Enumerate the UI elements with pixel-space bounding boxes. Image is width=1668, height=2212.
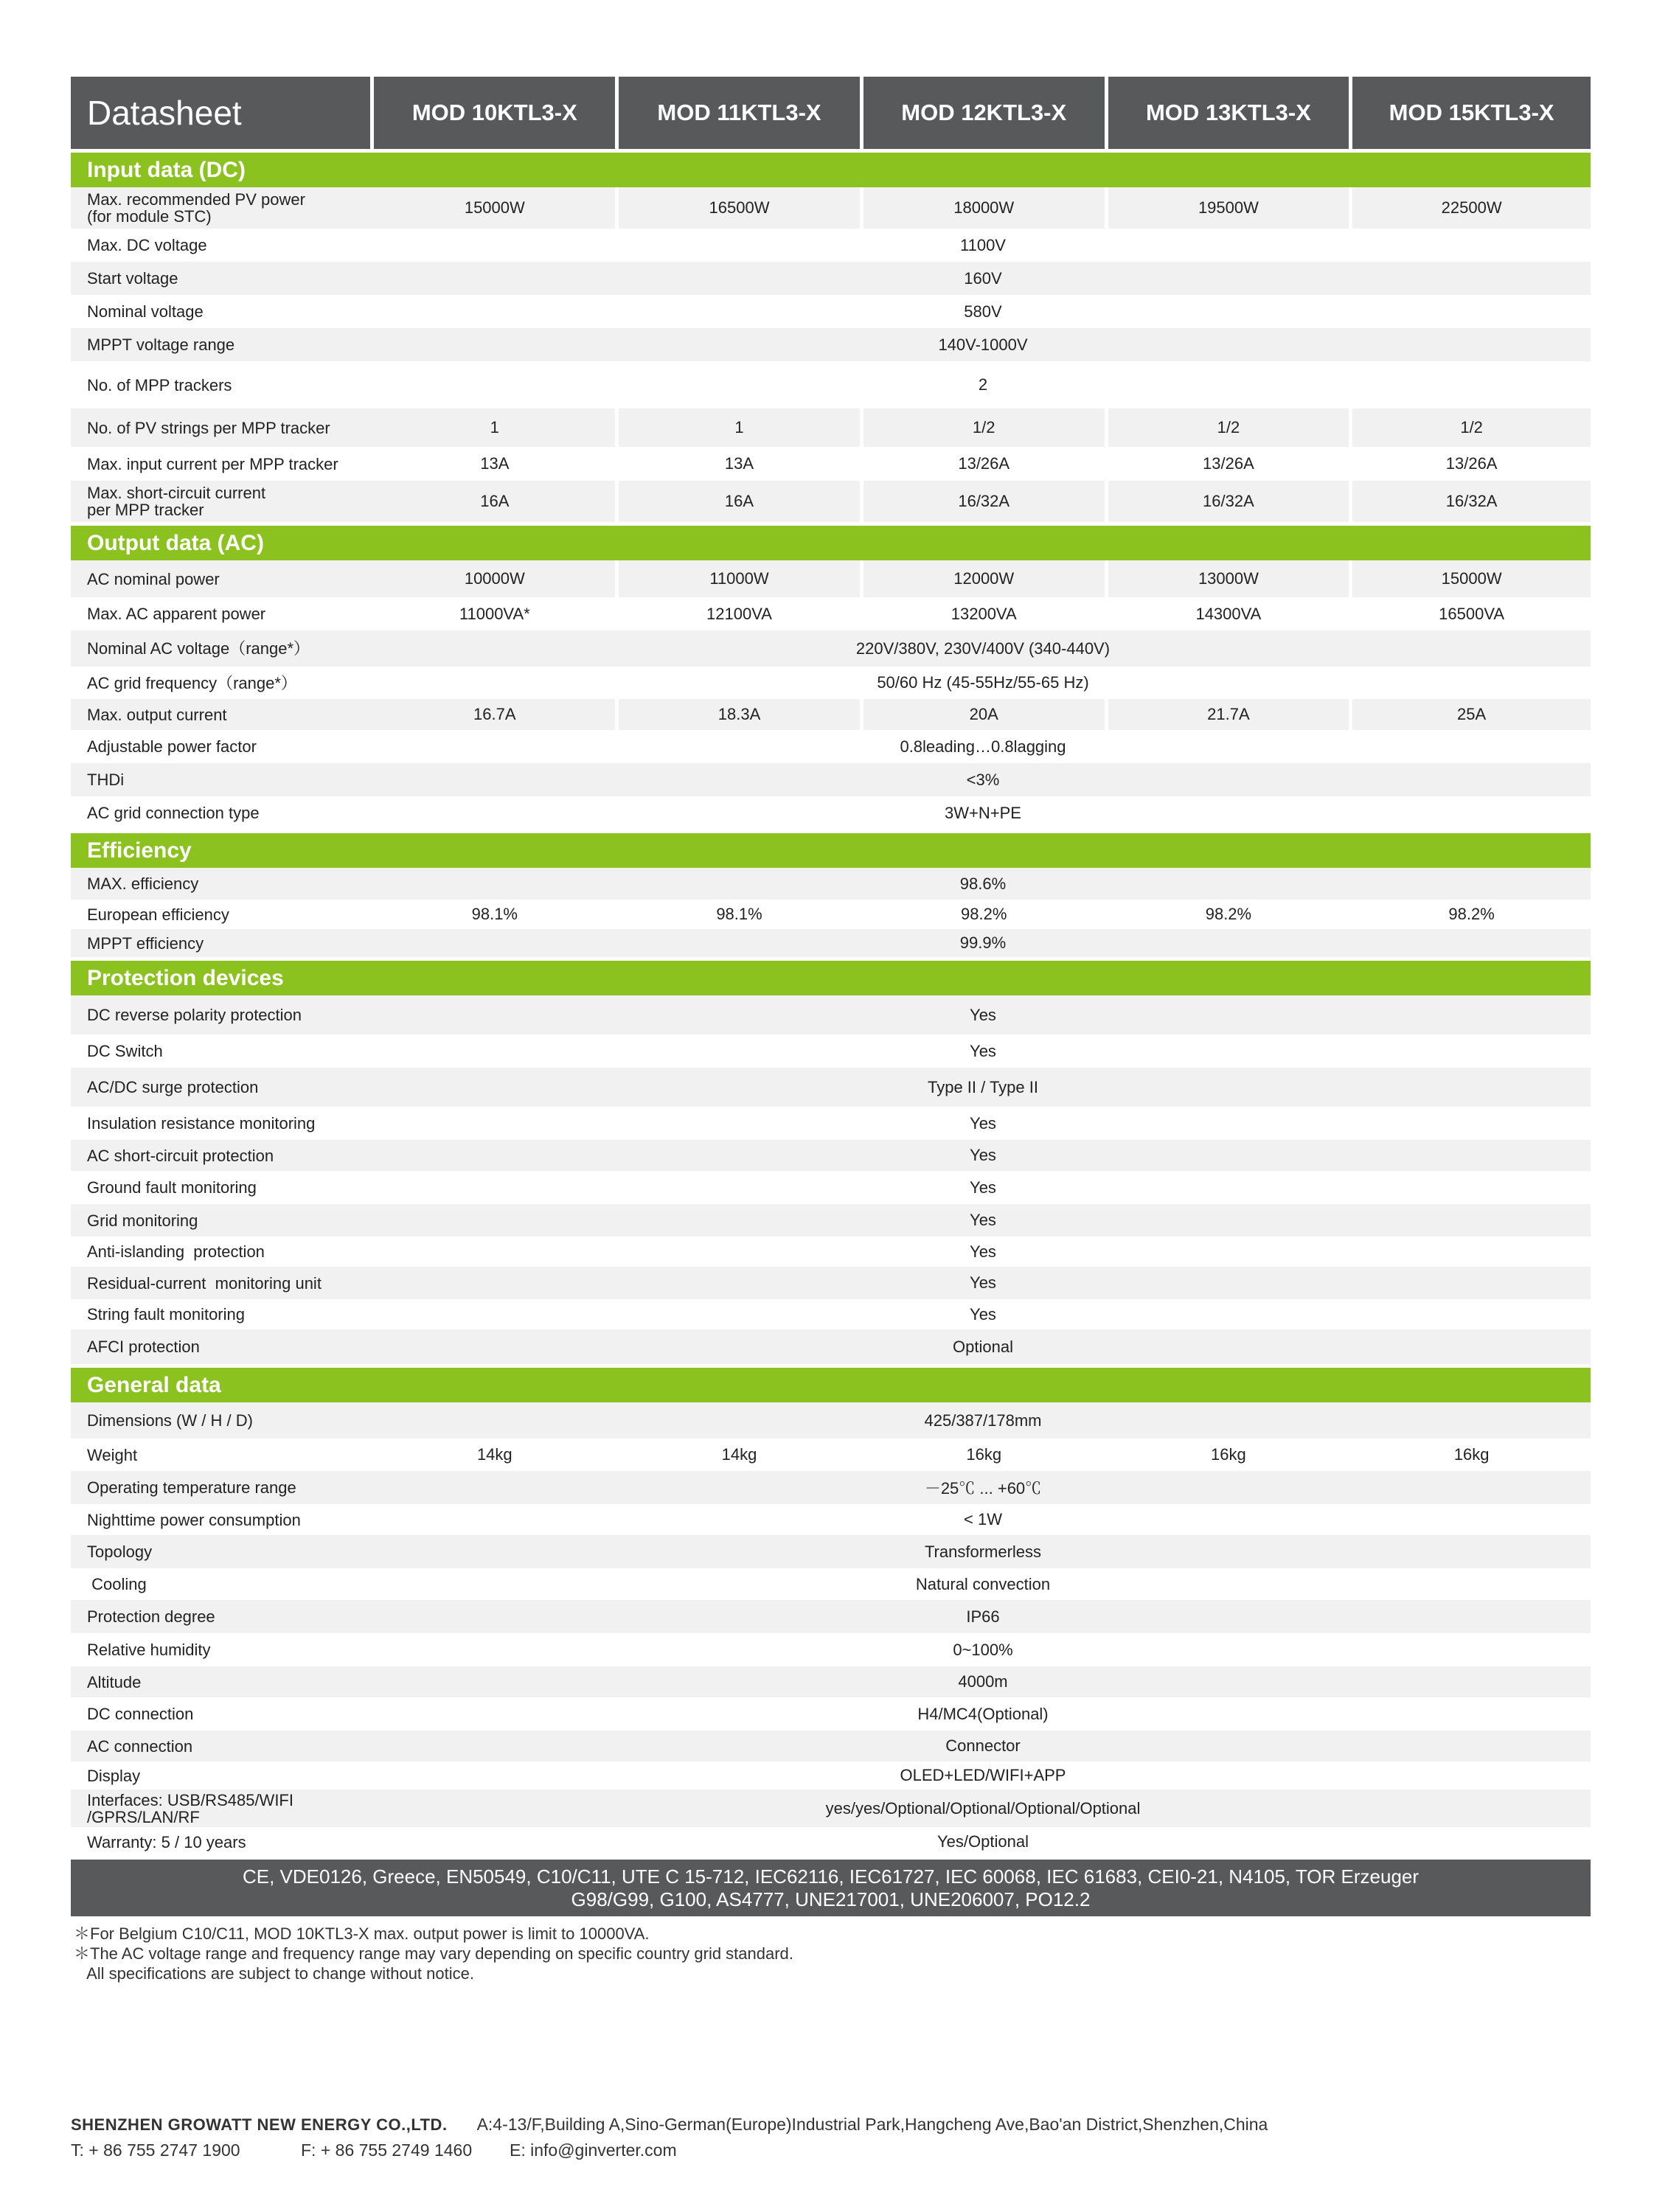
spec-value: 12000W xyxy=(863,560,1105,597)
spec-value: 13/26A xyxy=(1445,454,1498,473)
spec-value-shared: Yes xyxy=(970,1178,996,1197)
spec-row xyxy=(71,995,1591,1034)
spec-label: DC reverse polarity protection xyxy=(71,995,375,1034)
spec-value-shared: Optional xyxy=(375,1329,1591,1364)
spec-label: Cooling xyxy=(87,1575,147,1593)
spec-value-shared: 50/60 Hz (45-55Hz/55-65 Hz) xyxy=(877,673,1089,692)
spec-value: 16/32A xyxy=(1108,481,1349,522)
spec-value-shared: Yes/Optional xyxy=(937,1832,1029,1851)
spec-label: AC nominal power xyxy=(71,560,374,597)
spec-value-shared: 580V xyxy=(964,302,1002,321)
spec-value: 14kg xyxy=(476,1445,512,1464)
spec-row xyxy=(71,1299,1591,1329)
spec-label: AC/DC surge protection xyxy=(71,1068,375,1107)
spec-value: 11000VA* xyxy=(459,604,530,623)
spec-label: MPPT voltage range xyxy=(71,328,375,361)
spec-row xyxy=(71,730,1591,763)
spec-value-shared: H4/MC4(Optional) xyxy=(917,1704,1049,1723)
spec-value: 18.3A xyxy=(619,699,860,730)
spec-value: 1/2 xyxy=(1108,408,1349,447)
spec-value-shared: 0.8leading…0.8lagging xyxy=(900,737,1066,756)
spec-value-shared: 99.9% xyxy=(375,929,1591,957)
spec-label: Operating temperature range xyxy=(71,1471,375,1504)
spec-value: 15000W xyxy=(374,187,615,229)
model-header-3: MOD 12KTL3-X xyxy=(863,77,1105,149)
spec-value: 11000W xyxy=(619,560,860,597)
spec-row xyxy=(71,1267,1591,1299)
footnote: ＊The AC voltage range and frequency range may vary depending on specific country grid standard. xyxy=(74,1944,793,1963)
spec-value-shared: Yes xyxy=(375,1140,1591,1171)
spec-row xyxy=(71,1171,1591,1204)
spec-label: Nighttime power consumption xyxy=(87,1510,301,1529)
spec-row xyxy=(71,630,1591,667)
spec-label: Display xyxy=(87,1766,141,1785)
spec-value: 98.2% xyxy=(1448,905,1495,923)
table-header xyxy=(71,77,1591,149)
spec-row xyxy=(71,1697,1591,1731)
spec-value-shared: Transformerless xyxy=(375,1535,1591,1568)
spec-label: AC grid connection type xyxy=(87,804,260,822)
spec-value: 13200VA xyxy=(951,604,1017,623)
spec-row xyxy=(71,447,1591,481)
spec-row xyxy=(71,929,1591,957)
spec-row xyxy=(71,1439,1591,1471)
spec-label: Relative humidity xyxy=(87,1641,211,1659)
spec-row xyxy=(71,1633,1591,1666)
spec-label: Nominal voltage xyxy=(87,302,204,321)
spec-value: 10000W xyxy=(374,560,615,597)
spec-label: Max. AC apparent power xyxy=(87,605,266,623)
spec-label: DC Switch xyxy=(87,1042,163,1060)
spec-value: 22500W xyxy=(1352,187,1591,229)
spec-value: 16A xyxy=(619,481,860,522)
spec-label: Protection degree xyxy=(71,1600,375,1633)
spec-value-shared: Type II / Type II xyxy=(375,1068,1591,1107)
spec-value: 19500W xyxy=(1108,187,1349,229)
spec-value-shared: Yes xyxy=(970,1041,996,1060)
spec-row xyxy=(71,667,1591,699)
spec-label: Max. short-circuit current per MPP tracker xyxy=(71,481,374,522)
spec-value-shared: 0~100% xyxy=(953,1640,1013,1659)
company-email: E: info@ginverter.com xyxy=(510,2140,677,2160)
spec-label: No. of MPP trackers xyxy=(87,375,232,394)
spec-value-shared: OLED+LED/WIFI+APP xyxy=(900,1766,1066,1784)
spec-row xyxy=(71,1204,1591,1237)
spec-label: Dimensions (W / H / D) xyxy=(71,1402,375,1439)
spec-row xyxy=(71,328,1591,361)
spec-value: 98.1% xyxy=(716,905,762,923)
spec-label: MAX. efficiency xyxy=(71,868,375,900)
spec-row xyxy=(71,1600,1591,1633)
spec-label: AFCI protection xyxy=(71,1329,375,1364)
model-header-4: MOD 13KTL3-X xyxy=(1108,77,1349,149)
spec-value-shared: 2 xyxy=(978,375,988,394)
spec-value: 98.1% xyxy=(471,905,518,923)
spec-row xyxy=(71,1329,1591,1364)
spec-row xyxy=(71,560,1591,597)
spec-value-shared: yes/yes/Optional/Optional/Optional/Optional xyxy=(375,1790,1591,1827)
spec-row xyxy=(71,1504,1591,1535)
spec-row xyxy=(71,295,1591,328)
spec-value: 16500W xyxy=(619,187,860,229)
spec-label: No. of PV strings per MPP tracker xyxy=(71,408,374,447)
spec-value-shared: 160V xyxy=(375,262,1591,295)
section-header: Protection devices xyxy=(71,961,1591,995)
spec-row xyxy=(71,796,1591,830)
spec-label: Interfaces: USB/RS485/WIFI /GPRS/LAN/RF xyxy=(71,1790,375,1827)
spec-label: Altitude xyxy=(71,1666,375,1697)
section-header: Input data (DC) xyxy=(71,153,1591,187)
spec-value: 1 xyxy=(619,408,860,447)
spec-row xyxy=(71,1790,1591,1827)
spec-value: 21.7A xyxy=(1108,699,1349,730)
section-header: General data xyxy=(71,1368,1591,1402)
spec-row xyxy=(71,1761,1591,1790)
spec-label: Max. recommended PV power (for module STC) xyxy=(71,187,374,229)
datasheet-title: Datasheet xyxy=(71,77,370,149)
spec-value: 98.2% xyxy=(961,905,1007,923)
spec-value: 16kg xyxy=(966,1445,1002,1464)
spec-row xyxy=(71,361,1591,408)
spec-value: 16.7A xyxy=(374,699,615,730)
spec-value: 16500VA xyxy=(1439,604,1505,623)
spec-value-shared: < 1W xyxy=(964,1510,1002,1528)
company-address: A:4-13/F,Building A,Sino-German(Europe)Industrial Park,Hangcheng Ave,Bao'an District,Shenzhen,China xyxy=(476,2115,1268,2134)
spec-value-shared: Natural convection xyxy=(915,1574,1051,1593)
spec-label: AC short-circuit protection xyxy=(71,1140,375,1171)
spec-value-shared: <3% xyxy=(375,763,1591,796)
spec-label: Topology xyxy=(71,1535,375,1568)
spec-value: 16/32A xyxy=(1352,481,1591,522)
section-header: Efficiency xyxy=(71,833,1591,868)
spec-label: String fault monitoring xyxy=(87,1305,245,1324)
spec-row xyxy=(71,1535,1591,1568)
spec-value-shared: －25℃ ... +60℃ xyxy=(375,1471,1591,1504)
spec-row xyxy=(71,187,1591,229)
spec-value: 15000W xyxy=(1352,560,1591,597)
spec-row xyxy=(71,1034,1591,1068)
spec-row xyxy=(71,1731,1591,1761)
certifications-bar xyxy=(71,1860,1591,1916)
spec-value-shared: 98.6% xyxy=(375,868,1591,900)
spec-sections xyxy=(71,153,1591,1857)
spec-label: AC grid frequency（range*） xyxy=(87,673,297,692)
spec-value: 14kg xyxy=(721,1445,757,1464)
spec-row xyxy=(71,1471,1591,1504)
spec-label: Residual-current monitoring unit xyxy=(71,1267,375,1299)
spec-label: Weight xyxy=(87,1445,138,1464)
spec-value-shared: Yes xyxy=(970,1304,996,1324)
spec-row xyxy=(71,1666,1591,1697)
spec-label: AC connection xyxy=(71,1731,375,1761)
spec-value: 16A xyxy=(374,481,615,522)
spec-value: 16kg xyxy=(1453,1445,1490,1464)
spec-value: 16/32A xyxy=(863,481,1105,522)
spec-value: 13/26A xyxy=(958,454,1010,473)
model-header-1: MOD 10KTL3-X xyxy=(374,77,615,149)
spec-value-shared: 3W+N+PE xyxy=(945,803,1021,822)
spec-value-shared: 220V/380V, 230V/400V (340-440V) xyxy=(375,630,1591,667)
spec-label: Max. output current xyxy=(71,699,374,730)
spec-value-shared: 425/387/178mm xyxy=(375,1402,1591,1439)
spec-label: MPPT efficiency xyxy=(71,929,375,957)
section-header: Output data (AC) xyxy=(71,526,1591,560)
spec-value: 1/2 xyxy=(1352,408,1591,447)
spec-value: 14300VA xyxy=(1195,604,1262,623)
spec-value: 18000W xyxy=(863,187,1105,229)
spec-value-shared: Connector xyxy=(375,1731,1591,1761)
spec-row xyxy=(71,1827,1591,1857)
spec-value: 1 xyxy=(374,408,615,447)
spec-label: Anti-islanding protection xyxy=(87,1242,265,1261)
spec-value: 1/2 xyxy=(863,408,1105,447)
spec-row xyxy=(71,408,1591,447)
spec-value: 13A xyxy=(724,454,754,473)
spec-value: 16kg xyxy=(1211,1445,1246,1464)
spec-label: Grid monitoring xyxy=(71,1204,375,1237)
model-header-2: MOD 11KTL3-X xyxy=(619,77,860,149)
spec-row xyxy=(71,597,1591,630)
spec-value-shared: Yes xyxy=(970,1113,996,1133)
spec-row xyxy=(71,1568,1591,1600)
spec-label: Max. DC voltage xyxy=(87,236,207,254)
spec-row xyxy=(71,868,1591,900)
spec-row xyxy=(71,1068,1591,1107)
spec-value: 25A xyxy=(1352,699,1591,730)
spec-label: Adjustable power factor xyxy=(87,737,257,756)
spec-label: Insulation resistance monitoring xyxy=(87,1114,316,1133)
spec-value: 13/26A xyxy=(1203,454,1254,473)
spec-value: 13000W xyxy=(1108,560,1349,597)
footnote: All specifications are subject to change without notice. xyxy=(74,1964,474,1983)
spec-label: Warranty: 5 / 10 years xyxy=(87,1832,246,1851)
spec-row xyxy=(71,262,1591,295)
company-fax: F: + 86 755 2749 1460 xyxy=(301,2140,473,2160)
spec-value-shared: 1100V xyxy=(960,235,1006,254)
spec-label: DC connection xyxy=(87,1705,194,1723)
spec-value-shared: Yes xyxy=(375,1204,1591,1237)
spec-row xyxy=(71,1237,1591,1267)
spec-value: 12100VA xyxy=(706,604,772,623)
spec-label: THDi xyxy=(71,763,375,796)
company-footer xyxy=(71,2115,1268,2160)
spec-value-shared: 4000m xyxy=(375,1666,1591,1697)
company-name: SHENZHEN GROWATT NEW ENERGY CO.,LTD. xyxy=(71,2115,448,2134)
spec-label: Ground fault monitoring xyxy=(87,1178,257,1197)
footnotes xyxy=(71,1924,1591,1983)
spec-row xyxy=(71,900,1591,929)
spec-value: 13A xyxy=(480,454,510,473)
company-phone: T: + 86 755 2747 1900 xyxy=(71,2140,240,2160)
certifications-line-1: CE, VDE0126, Greece, EN50549, C10/C11, UTE C 15-712, IEC62116, IEC61727, IEC 60068, IEC 61683, CEI0-21, N4105, TOR Erzeuger xyxy=(242,1865,1419,1888)
spec-value: 98.2% xyxy=(1205,905,1252,923)
spec-row xyxy=(71,699,1591,730)
spec-label: Nominal AC voltage（range*） xyxy=(71,630,375,667)
model-header-5: MOD 15KTL3-X xyxy=(1352,77,1591,149)
spec-row xyxy=(71,229,1591,262)
footnote: ＊For Belgium C10/C11, MOD 10KTL3-X max. output power is limit to 10000VA. xyxy=(74,1924,650,1943)
spec-row xyxy=(71,1402,1591,1439)
spec-row xyxy=(71,481,1591,522)
datasheet-page xyxy=(71,77,1591,1983)
spec-value-shared: IP66 xyxy=(375,1600,1591,1633)
spec-row xyxy=(71,1140,1591,1171)
spec-label: Start voltage xyxy=(71,262,375,295)
spec-value-shared: 140V-1000V xyxy=(375,328,1591,361)
spec-label: Max. input current per MPP tracker xyxy=(87,454,338,473)
spec-value: 20A xyxy=(863,699,1105,730)
spec-row xyxy=(71,1107,1591,1140)
spec-row xyxy=(71,763,1591,796)
spec-value-shared: Yes xyxy=(375,995,1591,1034)
spec-label: European efficiency xyxy=(87,905,229,924)
spec-value-shared: Yes xyxy=(970,1242,996,1261)
spec-value-shared: Yes xyxy=(375,1267,1591,1299)
certifications-line-2: G98/G99, G100, AS4777, UNE217001, UNE206007, PO12.2 xyxy=(571,1888,1091,1910)
